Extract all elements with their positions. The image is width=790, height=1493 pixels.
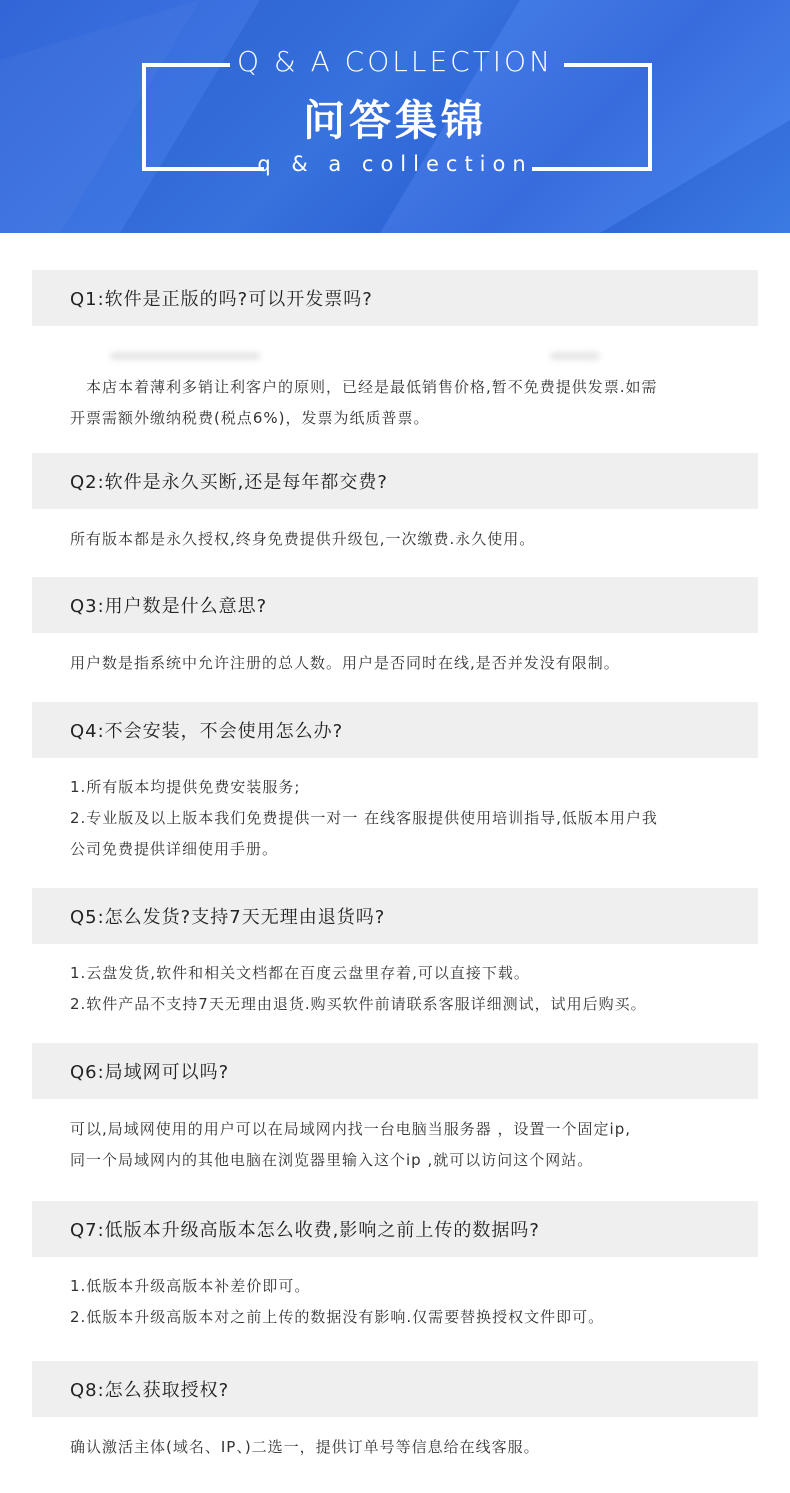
question-bar <box>32 702 758 758</box>
answer-text <box>70 772 730 865</box>
answer-line: 2.低版本升级高版本对之前上传的数据没有影响.仅需要替换授权文件即可。 <box>70 1308 605 1326</box>
answer-line: 本店本着薄利多销让利客户的原则，已经是最低销售价格,暂不免费提供发票.如需 <box>86 378 658 396</box>
banner-english-heading: Q & A COLLECTION <box>236 45 554 78</box>
question-bar <box>32 1201 758 1257</box>
answer-text <box>70 1271 730 1333</box>
question-text: Q2:软件是永久买断,还是每年都交费? <box>70 472 388 493</box>
answer-line: 确认激活主体(域名、IP、)二选一，提供订单号等信息给在线客服。 <box>70 1438 540 1456</box>
header-banner <box>0 0 790 233</box>
question-text: Q5:怎么发货?支持7天无理由退货吗? <box>70 907 386 928</box>
answer-line: 1.云盘发货,软件和相关文档都在百度云盘里存着,可以直接下载。 <box>70 964 530 982</box>
answer-line: 1.低版本升级高版本补差价即可。 <box>70 1277 311 1295</box>
answer-line: 2.软件产品不支持7天无理由退货.购买软件前请联系客服详细测试，试用后购买。 <box>70 995 647 1013</box>
answer-text <box>70 1114 730 1176</box>
question-bar <box>32 1361 758 1417</box>
answer-line: 所有版本都是永久授权,终身免费提供升级包,一次缴费.永久使用。 <box>70 530 536 548</box>
faded-decoration <box>550 352 600 360</box>
answer-line: 公司免费提供详细使用手册。 <box>70 840 279 858</box>
answer-line: 2.专业版及以上版本我们免费提供一对一 在线客服提供使用培训指导,低版本用户我 <box>70 809 658 827</box>
question-bar <box>32 1043 758 1099</box>
question-bar <box>32 888 758 944</box>
answer-text <box>70 648 730 679</box>
question-text: Q3:用户数是什么意思? <box>70 596 268 617</box>
banner-english-subheading: q & a collection <box>257 152 533 176</box>
question-text: Q8:怎么获取授权? <box>70 1380 230 1401</box>
answer-text <box>70 958 730 1020</box>
answer-text <box>70 1432 730 1463</box>
answer-line: 1.所有版本均提供免费安装服务; <box>70 778 301 796</box>
question-text: Q1:软件是正版的吗?可以开发票吗? <box>70 289 373 310</box>
answer-line: 开票需额外缴纳税费(税点6%)，发票为纸质普票。 <box>70 409 430 427</box>
banner-title: 问答集锦 <box>302 96 487 145</box>
question-bar <box>32 453 758 509</box>
question-text: Q6:局域网可以吗? <box>70 1062 230 1083</box>
answer-line: 可以,局域网使用的用户可以在局域网内找一台电脑当服务器 ，设置一个固定ip, <box>70 1120 631 1138</box>
question-text: Q7:低版本升级高版本怎么收费,影响之前上传的数据吗? <box>70 1220 540 1241</box>
question-bar <box>32 270 758 326</box>
answer-text <box>70 372 730 434</box>
faded-decoration <box>110 352 260 360</box>
answer-text <box>70 524 730 555</box>
question-text: Q4:不会安装，不会使用怎么办? <box>70 721 344 742</box>
answer-line: 同一个局域网内的其他电脑在浏览器里输入这个ip ,就可以访问这个网站。 <box>70 1151 594 1169</box>
answer-line: 用户数是指系统中允许注册的总人数。用户是否同时在线,是否并发没有限制。 <box>70 654 620 672</box>
question-bar <box>32 577 758 633</box>
